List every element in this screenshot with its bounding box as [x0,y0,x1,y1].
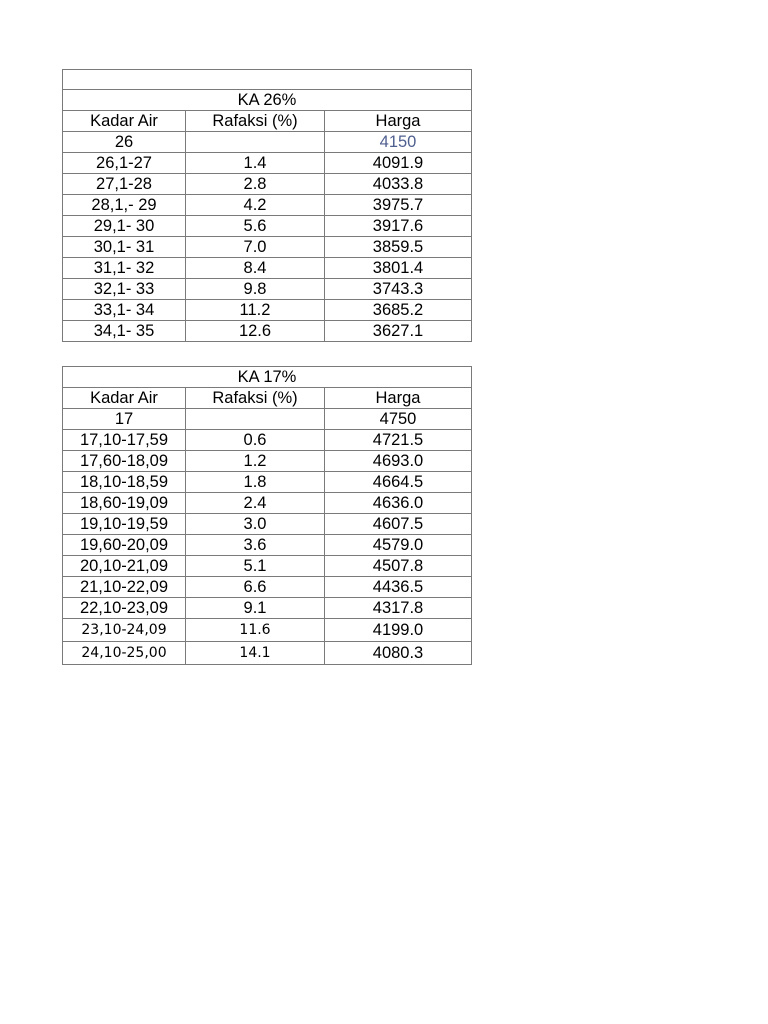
table-row [63,556,472,577]
cell-kadar: 18,10-18,59 [63,472,186,493]
cell-kadar: 27,1-28 [63,174,186,195]
table-row [63,430,472,451]
cell-rafaksi: 3.6 [186,535,325,556]
cell-harga: 4033.8 [325,174,472,195]
cell-harga: 3917.6 [325,216,472,237]
cell-rafaksi: 11.2 [186,300,325,321]
col-header-harga: Harga [325,111,472,132]
cell-rafaksi: 7.0 [186,237,325,258]
ka-17-table [62,366,472,665]
cell-kadar: 31,1- 32 [63,258,186,279]
cell-harga: 3801.4 [325,258,472,279]
cell-kadar: 32,1- 33 [63,279,186,300]
col-header-kadar-air: Kadar Air [63,388,186,409]
cell-kadar: 33,1- 34 [63,300,186,321]
table-row [63,619,472,642]
cell-rafaksi: 14.1 [186,642,325,665]
cell-kadar: 23,10-24,09 [63,619,186,642]
header-row [63,111,472,132]
cell-rafaksi: 5.6 [186,216,325,237]
cell-rafaksi: 3.0 [186,514,325,535]
base-kadar: 17 [63,409,186,430]
table-row [63,216,472,237]
table-row [63,279,472,300]
table-row [63,300,472,321]
base-row [63,132,472,153]
cell-rafaksi: 9.1 [186,598,325,619]
cell-kadar: 24,10-25,00 [63,642,186,665]
base-rafaksi [186,132,325,153]
cell-kadar: 17,60-18,09 [63,451,186,472]
cell-kadar: 30,1- 31 [63,237,186,258]
table-row [63,321,472,342]
cell-kadar: 19,60-20,09 [63,535,186,556]
cell-kadar: 21,10-22,09 [63,577,186,598]
cell-harga: 4579.0 [325,535,472,556]
empty-header-row [63,70,472,90]
cell-kadar: 22,10-23,09 [63,598,186,619]
cell-rafaksi: 4.2 [186,195,325,216]
cell-kadar: 26,1-27 [63,153,186,174]
table-row [63,472,472,493]
ka-26-table [62,69,472,342]
cell-kadar: 28,1,- 29 [63,195,186,216]
table-row [63,237,472,258]
cell-rafaksi: 0.6 [186,430,325,451]
cell-harga: 4636.0 [325,493,472,514]
cell-harga: 4693.0 [325,451,472,472]
table-row [63,598,472,619]
cell-harga: 4664.5 [325,472,472,493]
cell-kadar: 18,60-19,09 [63,493,186,514]
cell-rafaksi: 11.6 [186,619,325,642]
cell-harga: 4507.8 [325,556,472,577]
table-row [63,493,472,514]
col-header-harga: Harga [325,388,472,409]
cell-harga: 3859.5 [325,237,472,258]
cell-harga: 4721.5 [325,430,472,451]
table-row [63,258,472,279]
cell-rafaksi: 9.8 [186,279,325,300]
col-header-kadar-air: Kadar Air [63,111,186,132]
cell-rafaksi: 5.1 [186,556,325,577]
cell-harga: 3743.3 [325,279,472,300]
header-row [63,388,472,409]
cell-harga: 4436.5 [325,577,472,598]
cell-kadar: 20,10-21,09 [63,556,186,577]
base-harga: 4750 [325,409,472,430]
base-kadar: 26 [63,132,186,153]
table-row [63,195,472,216]
table-row [63,451,472,472]
table-row [63,642,472,665]
cell-rafaksi: 12.6 [186,321,325,342]
table-row [63,153,472,174]
cell-harga: 3975.7 [325,195,472,216]
cell-harga: 3685.2 [325,300,472,321]
table-title: KA 17% [63,367,472,388]
base-row [63,409,472,430]
col-header-rafaksi: Rafaksi (%) [186,111,325,132]
cell-kadar: 34,1- 35 [63,321,186,342]
table-title: KA 26% [63,90,472,111]
cell-harga: 4091.9 [325,153,472,174]
table-row [63,174,472,195]
cell-rafaksi: 2.4 [186,493,325,514]
cell-kadar: 19,10-19,59 [63,514,186,535]
cell-rafaksi: 2.8 [186,174,325,195]
cell-rafaksi: 8.4 [186,258,325,279]
cell-rafaksi: 1.8 [186,472,325,493]
col-header-rafaksi: Rafaksi (%) [186,388,325,409]
cell-harga: 4080.3 [325,642,472,665]
cell-harga: 3627.1 [325,321,472,342]
cell-rafaksi: 6.6 [186,577,325,598]
base-harga: 4150 [325,132,472,153]
table-row [63,514,472,535]
cell-harga: 4317.8 [325,598,472,619]
cell-kadar: 29,1- 30 [63,216,186,237]
table-row [63,577,472,598]
cell-harga: 4607.5 [325,514,472,535]
base-rafaksi [186,409,325,430]
cell-rafaksi: 1.2 [186,451,325,472]
cell-harga: 4199.0 [325,619,472,642]
table-row [63,535,472,556]
cell-rafaksi: 1.4 [186,153,325,174]
cell-kadar: 17,10-17,59 [63,430,186,451]
